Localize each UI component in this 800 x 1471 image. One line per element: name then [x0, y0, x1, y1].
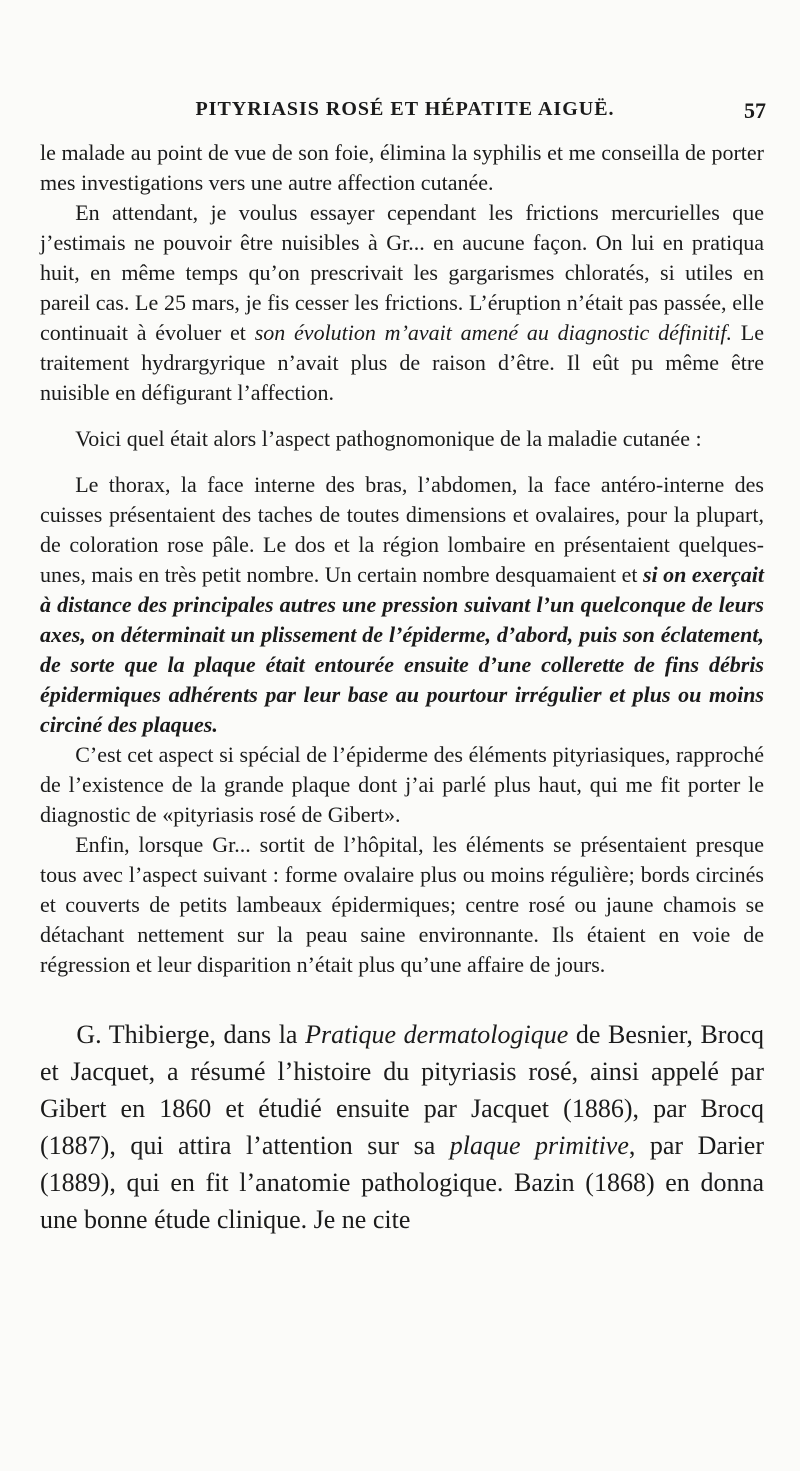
paragraph-2: [40, 198, 764, 408]
running-title: PITYRIASIS ROSÉ ET HÉPATITE AIGUË.: [195, 98, 615, 120]
page-number: 57: [744, 98, 766, 123]
paragraph-7-text-a: G. Thibierge, dans la: [76, 1020, 306, 1049]
paragraph-7-italic-2: plaque primitive: [449, 1131, 629, 1160]
body-text: [40, 138, 764, 1238]
paragraph-5: C’est cet aspect si spécial de l’épiderme des éléments pityriasiques, rapproché de l’existence de la grande plaque dont j’ai parlé plus haut, qui me fit porter le diagnostic de «pityriasis rosé de Gibert».: [40, 742, 764, 827]
paragraph-7-text-c: , par Darier (1889), qui en fit l’anatomie pathologique. Bazin (1868) en donna une bonne étude clinique. Je ne cite: [40, 1131, 764, 1234]
paragraph-2-text-a: En attendant, je voulus essayer cependant les frictions mercurielles que j’estimais ne pouvoir être nuisibles à Gr... en aucune façon. On lui en pratiqua huit, en même temps qu’on prescrivait les gargarismes chloratés, si utiles en pareil cas. Le 25 mars, je fis cesser les frictions. L’éruption n’était pas passée, elle continuait à évoluer et: [40, 200, 764, 345]
paragraph-7-text-b: de Besnier, Brocq et Jacquet, a résumé l’histoire du pityriasis rosé, ainsi appelé par Gibert en 1860 et étudié ensuite par Jacquet (1886), par Brocq (1887), qui attira l’attention sur sa: [40, 1020, 764, 1160]
paragraph-1: le malade au point de vue de son foie, élimina la syphilis et me conseilla de porter mes investigations vers une autre affection cutanée.: [40, 140, 764, 195]
paragraph-7: [40, 1016, 764, 1238]
paragraph-7-italic-1: Pratique dermatologique: [305, 1020, 569, 1049]
paragraph-6: Enfin, lorsque Gr... sortit de l’hôpital, les éléments se présentaient presque tous avec l’aspect suivant : forme ovalaire plus ou moins régulière; bords circinés et couverts de petits lambeaux épidermiques; centre rosé ou jaune chamois se détachant nettement sur la peau saine environnante. Ils étaient en voie de régression et leur disparition n’était plus qu’une affaire de jours.: [40, 832, 764, 977]
paragraph-3: Voici quel était alors l’aspect pathognomonique de la maladie cutanée :: [75, 426, 702, 451]
paragraph-2-text-b: Le traitement hydrargyrique n’avait plus de raison d’être. Il eût pu même être nuisible en défigurant l’affection.: [40, 320, 764, 405]
paragraph-4-italic: si on exerçait à distance des principales autres une pression suivant l’un quelconque de leurs axes, on déterminait un plissement de l’épiderme, d’abord, puis son éclatement, de sorte que la plaque était entourée ensuite d’une collerette de fins débris épidermiques adhérents par leur base au pourtour irrégulier et plus ou moins circiné des plaques.: [40, 562, 764, 737]
paragraph-4: [40, 470, 764, 740]
history-section: [40, 1016, 764, 1238]
case-report-section: [40, 138, 764, 980]
paragraph-4-text-a: Le thorax, la face interne des bras, l’abdomen, la face antéro-interne des cuisses présentaient des taches de toutes dimensions et ovalaires, pour la plupart, de coloration rose pâle. Le dos et la région lombaire en présentaient quelques-unes, mais en très petit nombre. Un certain nombre desquamaient et: [40, 472, 764, 587]
page-header: [40, 94, 770, 128]
paragraph-2-italic: son évolution m’avait amené au diagnostic définitif.: [254, 320, 733, 345]
